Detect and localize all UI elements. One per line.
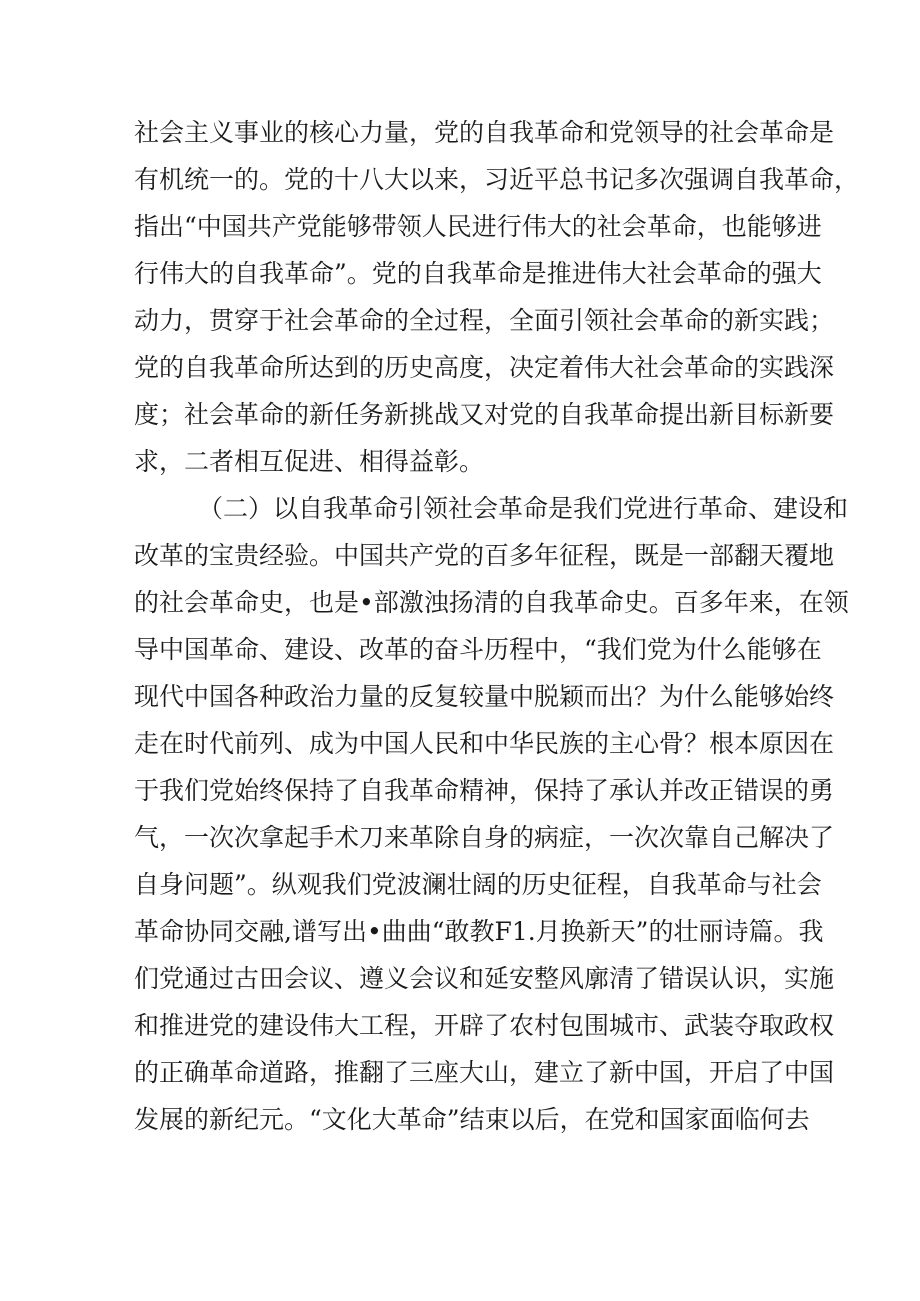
text-line: 们党通过古田会议、遵义会议和延安整风廓清了错误认识，实施	[134, 964, 835, 993]
text-line: 发展的新纪元。“文化大革命”结束以后，在党和国家面临何去	[134, 1105, 810, 1134]
text-line: 度；社会革命的新任务新挑战又对党的自我革命提出新目标新要	[134, 400, 835, 429]
text-line: 的社会革命史，也是•部激浊扬清的自我革命史。百多年来，在领	[134, 588, 849, 617]
text-line: 指出“中国共产党能够带领人民进行伟大的社会革命，也能够进	[134, 212, 822, 241]
text-line: 现代中国各种政治力量的反复较量中脱颖而出？为什么能够始终	[134, 682, 835, 711]
text-line: 动力，贯穿于社会革命的全过程，全面引领社会革命的新实践；	[134, 306, 835, 335]
text-line: 社会主义事业的核心力量，党的自我革命和党领导的社会革命是	[134, 118, 835, 147]
text-line: 走在时代前列、成为中国人民和中华民族的主心骨？根本原因在	[134, 729, 835, 758]
text-line: 的正确革命道路，推翻了三座大山，建立了新中国，开启了中国	[134, 1058, 835, 1087]
text-line: 党的自我革命所达到的历史高度，决定着伟大社会革命的实践深	[134, 353, 835, 382]
text-line: 气，一次次拿起手术刀来革除自身的病症，一次次靠自己解决了	[134, 823, 835, 852]
text-line: 自身问题”。纵观我们党波澜壮阔的历史征程，自我革命与社会	[134, 870, 822, 899]
section-heading-line: （二）以自我革命引领社会革命是我们党进行革命、建设和	[198, 494, 849, 523]
text-line: 改革的宝贵经验。中国共产党的百多年征程，既是一部翻天覆地	[134, 541, 835, 570]
text-line: 有机统一的。党的十八大以来，习近平总书记多次强调自我革命，	[134, 165, 860, 194]
text-line: 于我们党始终保持了自我革命精神，保持了承认并改正错误的勇	[134, 776, 835, 805]
text-line: 导中国革命、建设、改革的奋斗历程中，“我们党为什么能够在	[134, 635, 822, 664]
text-line: 行伟大的自我革命”。党的自我革命是推进伟大社会革命的强大	[134, 259, 822, 288]
body-text	[134, 109, 860, 1143]
text-line: 革命协同交融,谱写出•曲曲“敢教F1.月换新天”的壮丽诗篇。我	[134, 917, 824, 946]
text-line: 求，二者相互促进、相得益彰。	[134, 447, 485, 476]
text-line: 和推进党的建设伟大工程，开辟了农村包围城市、武装夺取政权	[134, 1011, 835, 1040]
